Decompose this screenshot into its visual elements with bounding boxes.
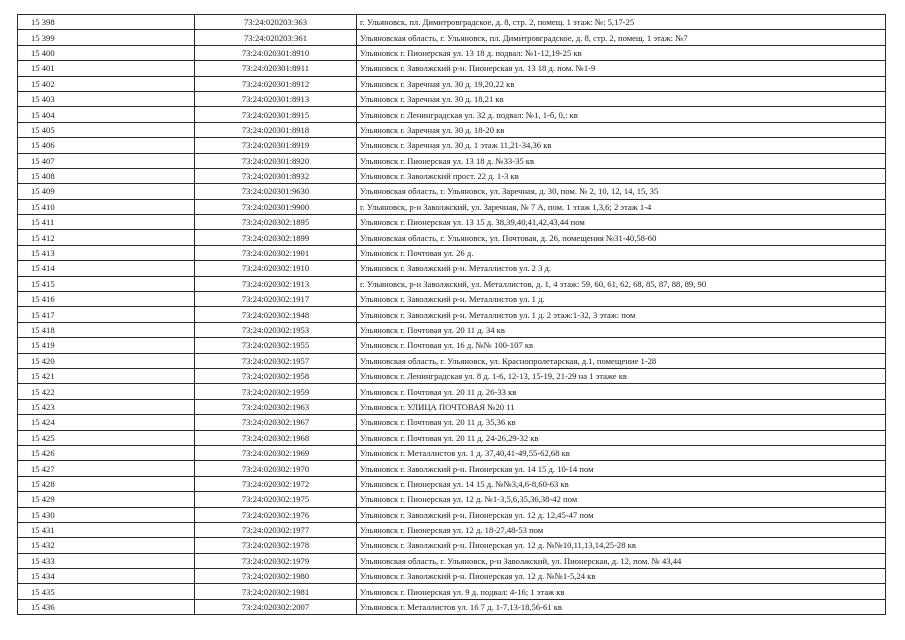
table-row [18,61,886,76]
table-row [18,476,886,491]
cadastral-number: 73:24:020302:1963 [195,399,357,414]
table-row [18,399,886,414]
row-number: 15 431 [18,522,195,537]
table-row [18,91,886,106]
object-address: Ульяновск г. Почтовая ул. 26 д. [357,245,886,260]
cadastral-number: 73:24:020302:1958 [195,368,357,383]
row-number: 15 429 [18,492,195,507]
table-row [18,138,886,153]
object-address: Ульяновская область, г. Ульяновск, ул. Заречная, д. 30, пом. № 2, 10, 12, 14, 15, 35 [357,184,886,199]
registry-rows [18,15,886,615]
table-row [18,76,886,91]
row-number: 15 401 [18,61,195,76]
row-number: 15 412 [18,230,195,245]
cadastral-number: 73:24:020302:1978 [195,538,357,553]
object-address: Ульяновск г. Почтовая ул. 20 11 д. 35,36 кв [357,415,886,430]
object-address: Ульяновск г. Пионерская ул. 13 18 д. подвал: №1-12,19-25 кв [357,45,886,60]
cadastral-number: 73:24:020302:1977 [195,522,357,537]
table-row [18,584,886,599]
cadastral-number: 73:24:020301:9900 [195,199,357,214]
table-row [18,184,886,199]
row-number: 15 421 [18,368,195,383]
cadastral-number: 73:24:020302:1953 [195,322,357,337]
row-number: 15 414 [18,261,195,276]
table-row [18,430,886,445]
object-address: г. Ульяновск, пл. Димитровградское, д. 8, стр. 2, помещ. 1 этаж: №: 5,17-25 [357,15,886,30]
table-row [18,30,886,45]
cadastral-number: 73:24:020302:1955 [195,338,357,353]
object-address: Ульяновск г. Заволжский р-н. Пионерская ул. 12 д. №№1-5,24 кв [357,569,886,584]
cadastral-number: 73:24:020302:1959 [195,384,357,399]
cadastral-number: 73:24:020302:1972 [195,476,357,491]
table-row [18,15,886,30]
cadastral-number: 73:24:020302:1899 [195,230,357,245]
object-address: Ульяновская область, г. Ульяновск, р-н Заволжский, ул. Пионерская, д. 12, пом. № 43,44 [357,553,886,568]
row-number: 15 417 [18,307,195,322]
row-number: 15 418 [18,322,195,337]
object-address: Ульяновск г. Заволжский р-н. Пионерская ул. 12 д. 12,45-47 пом [357,507,886,522]
cadastral-number: 73:24:020302:1948 [195,307,357,322]
table-row [18,45,886,60]
row-number: 15 409 [18,184,195,199]
cadastral-number: 73:24:020302:2007 [195,599,357,614]
cadastral-number: 73:24:020302:1917 [195,292,357,307]
cadastral-number: 73:24:020302:1967 [195,415,357,430]
row-number: 15 408 [18,168,195,183]
table-row [18,215,886,230]
table-row [18,461,886,476]
row-number: 15 428 [18,476,195,491]
object-address: Ульяновск г. Пионерская ул. 12 д. №1-3,5,6,35,36,38-42 пом [357,492,886,507]
table-row [18,368,886,383]
cadastral-number: 73:24:020302:1901 [195,245,357,260]
cadastral-number: 73:24:020301:8920 [195,153,357,168]
object-address: Ульяновск г. Пионерская ул. 14 15 д. №№3,4,6-8,60-63 кв [357,476,886,491]
row-number: 15 427 [18,461,195,476]
row-number: 15 416 [18,292,195,307]
object-address: Ульяновск г. Пионерская ул. 13 18 д. №33-35 кв [357,153,886,168]
table-row [18,153,886,168]
row-number: 15 424 [18,415,195,430]
object-address: Ульяновск г. Заречная ул. 30 д. 19,20,22 кв [357,76,886,91]
row-number: 15 435 [18,584,195,599]
table-row [18,122,886,137]
table-row [18,538,886,553]
table-row [18,415,886,430]
table-row [18,553,886,568]
row-number: 15 422 [18,384,195,399]
table-row [18,245,886,260]
object-address: Ульяновск г. Заречная ул. 30 д. 1 этаж 11,21-34,36 кв [357,138,886,153]
table-row [18,261,886,276]
object-address: Ульяновск г. УЛИЦА ПОЧТОВАЯ №20 11 [357,399,886,414]
cadastral-number: 73:24:020302:1975 [195,492,357,507]
object-address: Ульяновск г. Заволжский р-н. Пионерская ул. 14 15 д. 10-14 пом [357,461,886,476]
row-number: 15 415 [18,276,195,291]
row-number: 15 399 [18,30,195,45]
cadastral-number: 73:24:020302:1895 [195,215,357,230]
row-number: 15 411 [18,215,195,230]
table-row [18,507,886,522]
object-address: Ульяновск г. Заволжский р-н. Металлистов ул. 2 3 д. [357,261,886,276]
table-row [18,292,886,307]
table-row [18,168,886,183]
cadastral-number: 73:24:020302:1969 [195,445,357,460]
cadastral-number: 73:24:020301:8913 [195,91,357,106]
object-address: г. Ульяновск, р-н Заволжский, ул. Металлистов, д. 1, 4 этаж: 59, 60, 61, 62, 68, 85, 87, 88, 89, 90 [357,276,886,291]
object-address: Ульяновск г. Заволжский р-н. Пионерская ул. 12 д. №№10,11,13,14,25-28 кв [357,538,886,553]
object-address: Ульяновск г. Ленинградская ул. 32 д. подвал: №1, 1-б, 0,: кв [357,107,886,122]
object-address: Ульяновск г. Металлистов ул. 16 7 д. 1-7,13-18,56-61 кв [357,599,886,614]
cadastral-number: 73:24:020203:363 [195,15,357,30]
table-row [18,322,886,337]
object-address: Ульяновская область, г. Ульяновск, ул. Почтовая, д. 26, помещения №31-40,58-60 [357,230,886,245]
cadastral-number: 73:24:020302:1979 [195,553,357,568]
row-number: 15 430 [18,507,195,522]
row-number: 15 419 [18,338,195,353]
cadastral-number: 73:24:020301:8915 [195,107,357,122]
table-row [18,445,886,460]
cadastral-number: 73:24:020302:1981 [195,584,357,599]
row-number: 15 410 [18,199,195,214]
table-row [18,492,886,507]
object-address: Ульяновская область, г. Ульяновск, пл. Димитровградское, д. 8, стр. 2, помещ. 1 этаж: №7 [357,30,886,45]
object-address: Ульяновск г. Почтовая ул. 20 11 д. 24-26,29-32 кв [357,430,886,445]
cadastral-number: 73:24:020301:8910 [195,45,357,60]
row-number: 15 400 [18,45,195,60]
row-number: 15 404 [18,107,195,122]
row-number: 15 407 [18,153,195,168]
row-number: 15 432 [18,538,195,553]
object-address: Ульяновск г. Почтовая ул. 16 д. №№ 100-107 кв [357,338,886,353]
cadastral-number: 73:24:020302:1968 [195,430,357,445]
table-row [18,384,886,399]
row-number: 15 406 [18,138,195,153]
row-number: 15 425 [18,430,195,445]
row-number: 15 403 [18,91,195,106]
row-number: 15 434 [18,569,195,584]
cadastral-number: 73:24:020301:9630 [195,184,357,199]
object-address: Ульяновск г. Заречная ул. 30 д. 18,21 кв [357,91,886,106]
cadastral-number: 73:24:020203:361 [195,30,357,45]
table-row [18,522,886,537]
object-address: г. Ульяновск, р-н Заволжский, ул. Заречная, № 7 А, пом. 1 этаж 1,3,6; 2 этаж 1-4 [357,199,886,214]
object-address: Ульяновск г. Пионерская ул. 9 д. подвал: 4-16; 1 этаж кв [357,584,886,599]
cadastral-number: 73:24:020301:8932 [195,168,357,183]
cadastral-number: 73:24:020301:8912 [195,76,357,91]
row-number: 15 420 [18,353,195,368]
row-number: 15 413 [18,245,195,260]
table-row [18,199,886,214]
row-number: 15 402 [18,76,195,91]
object-address: Ульяновск г. Почтовая ул. 20 11 д. 34 кв [357,322,886,337]
table-row [18,107,886,122]
table-row [18,569,886,584]
object-address: Ульяновск г. Пионерская ул. 12 д. 18-27,48-53 пом [357,522,886,537]
cadastral-number: 73:24:020302:1976 [195,507,357,522]
row-number: 15 426 [18,445,195,460]
cadastral-number: 73:24:020302:1913 [195,276,357,291]
object-address: Ульяновск г. Заволжский р-н. Металлистов ул. 1 д. 2 этаж:1-32, 3 этаж: пом [357,307,886,322]
registry-table [17,14,886,615]
object-address: Ульяновск г. Заречная ул. 30 д. 18-20 кв [357,122,886,137]
row-number: 15 433 [18,553,195,568]
table-row [18,307,886,322]
cadastral-number: 73:24:020302:1980 [195,569,357,584]
table-row [18,353,886,368]
cadastral-number: 73:24:020302:1910 [195,261,357,276]
cadastral-number: 73:24:020302:1970 [195,461,357,476]
row-number: 15 405 [18,122,195,137]
row-number: 15 423 [18,399,195,414]
object-address: Ульяновск г. Ленинградская ул. 8 д. 1-6, 12-13, 15-19, 21-29 на 1 этаже кв [357,368,886,383]
cadastral-number: 73:24:020302:1957 [195,353,357,368]
object-address: Ульяновск г. Пионерская ул. 13 15 д. 38,39,40,41,42,43,44 пом [357,215,886,230]
cadastral-number: 73:24:020301:8919 [195,138,357,153]
cadastral-number: 73:24:020301:8911 [195,61,357,76]
object-address: Ульяновск г. Заволжский прост. 22 д. 1-3 кв [357,168,886,183]
row-number: 15 436 [18,599,195,614]
cadastral-number: 73:24:020301:8918 [195,122,357,137]
row-number: 15 398 [18,15,195,30]
object-address: Ульяновск г. Заволжский р-н. Пионерская ул. 13 18 д. пом. №1-9 [357,61,886,76]
object-address: Ульяновская область, г. Ульяновск, ул. Краснопролетарская, д.1, помещение 1-28 [357,353,886,368]
table-row [18,599,886,614]
table-row [18,338,886,353]
table-row [18,276,886,291]
object-address: Ульяновск г. Почтовая ул. 20 11 д. 26-33 кв [357,384,886,399]
object-address: Ульяновск г. Заволжский р-н. Металлистов ул. 1 д. [357,292,886,307]
object-address: Ульяновск г. Металлистов ул. 1 д. 37,40,41-49,55-62,68 кв [357,445,886,460]
table-row [18,230,886,245]
